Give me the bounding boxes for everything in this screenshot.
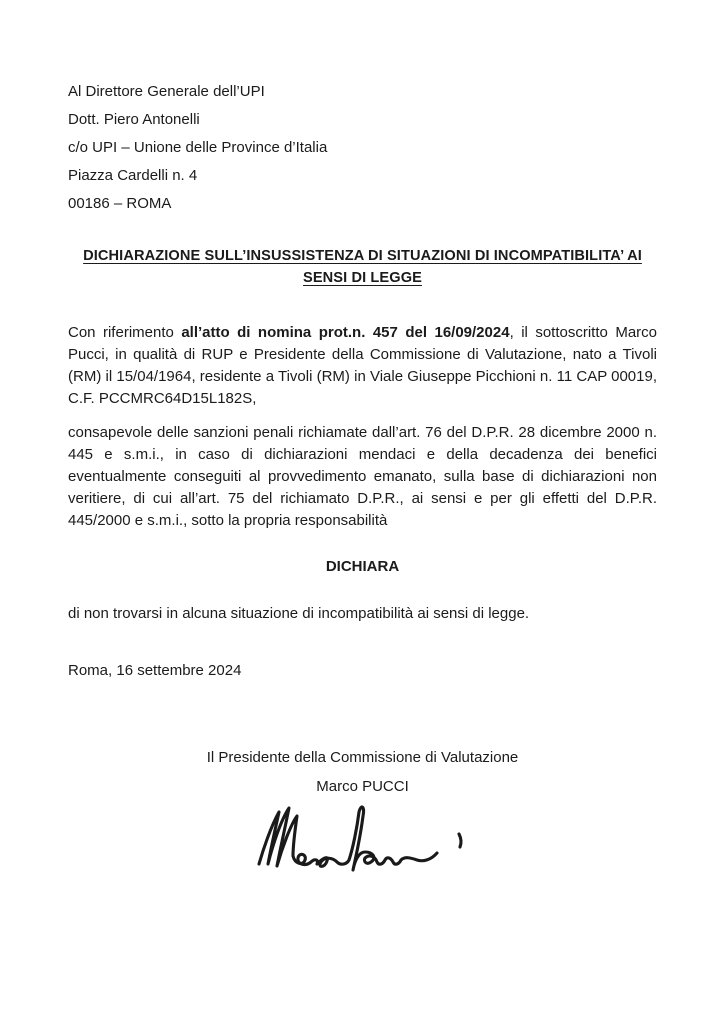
signer-role: Il Presidente della Commissione di Valutazione xyxy=(206,749,519,766)
recipient-line: 00186 – ROMA xyxy=(68,195,172,212)
recipient-line: Dott. Piero Antonelli xyxy=(68,111,200,128)
reference-rest: , il sottoscritto Marco Pucci, in qualità di RUP e Presidente della Commissione di Valutazione, nato a Tivoli (RM) il 15/04/1964, residente a Tivoli (RM) in Viale Giuseppe Picchioni n. 11 CAP 00019, C.F. PCCMRC64D15L182S, xyxy=(68,324,657,407)
reference-prefix: Con riferimento xyxy=(68,324,182,341)
handwritten-signature-icon xyxy=(68,800,657,892)
paragraph-sanctions: consapevole delle sanzioni penali richiamate dall’art. 76 del D.P.R. 28 dicembre 2000 n. 445 e s.m.i., in caso di dichiarazioni mendaci e della decadenza dei benefici eventualmente conseguiti al provvedimento emanato, sulla base di dichiarazioni non veritiere, di cui all’art. 75 del richiamato D.P.R., ai sensi e per gli effetti del D.P.R. 445/2000 e s.m.i., sotto la propria responsabilità xyxy=(68,424,657,529)
declaration-heading: DICHIARA xyxy=(325,558,400,575)
declaration-text: di non trovarsi in alcuna situazione di incompatibilità ai sensi di legge. xyxy=(68,605,530,622)
signature-tick-stroke xyxy=(459,834,461,847)
paragraph-reference xyxy=(68,322,657,410)
dateline: Roma, 16 settembre 2024 xyxy=(68,662,242,679)
document-title xyxy=(68,245,657,289)
recipient-line: Piazza Cardelli n. 4 xyxy=(68,167,198,184)
reference-bold: all’atto di nomina prot.n. 457 del 16/09/2024 xyxy=(181,324,510,341)
document-title-text: DICHIARAZIONE SULL’INSUSSISTENZA DI SITUAZIONI DI INCOMPATIBILITA’ AI SENSI DI LEGGE xyxy=(83,248,642,286)
signature-main-stroke xyxy=(259,807,437,870)
recipient-block xyxy=(68,84,657,211)
signer-name: Marco PUCCI xyxy=(316,778,409,795)
recipient-line: Al Direttore Generale dell’UPI xyxy=(68,83,265,100)
recipient-line: c/o UPI – Unione delle Province d’Italia xyxy=(68,139,328,156)
signature-block xyxy=(68,747,657,892)
